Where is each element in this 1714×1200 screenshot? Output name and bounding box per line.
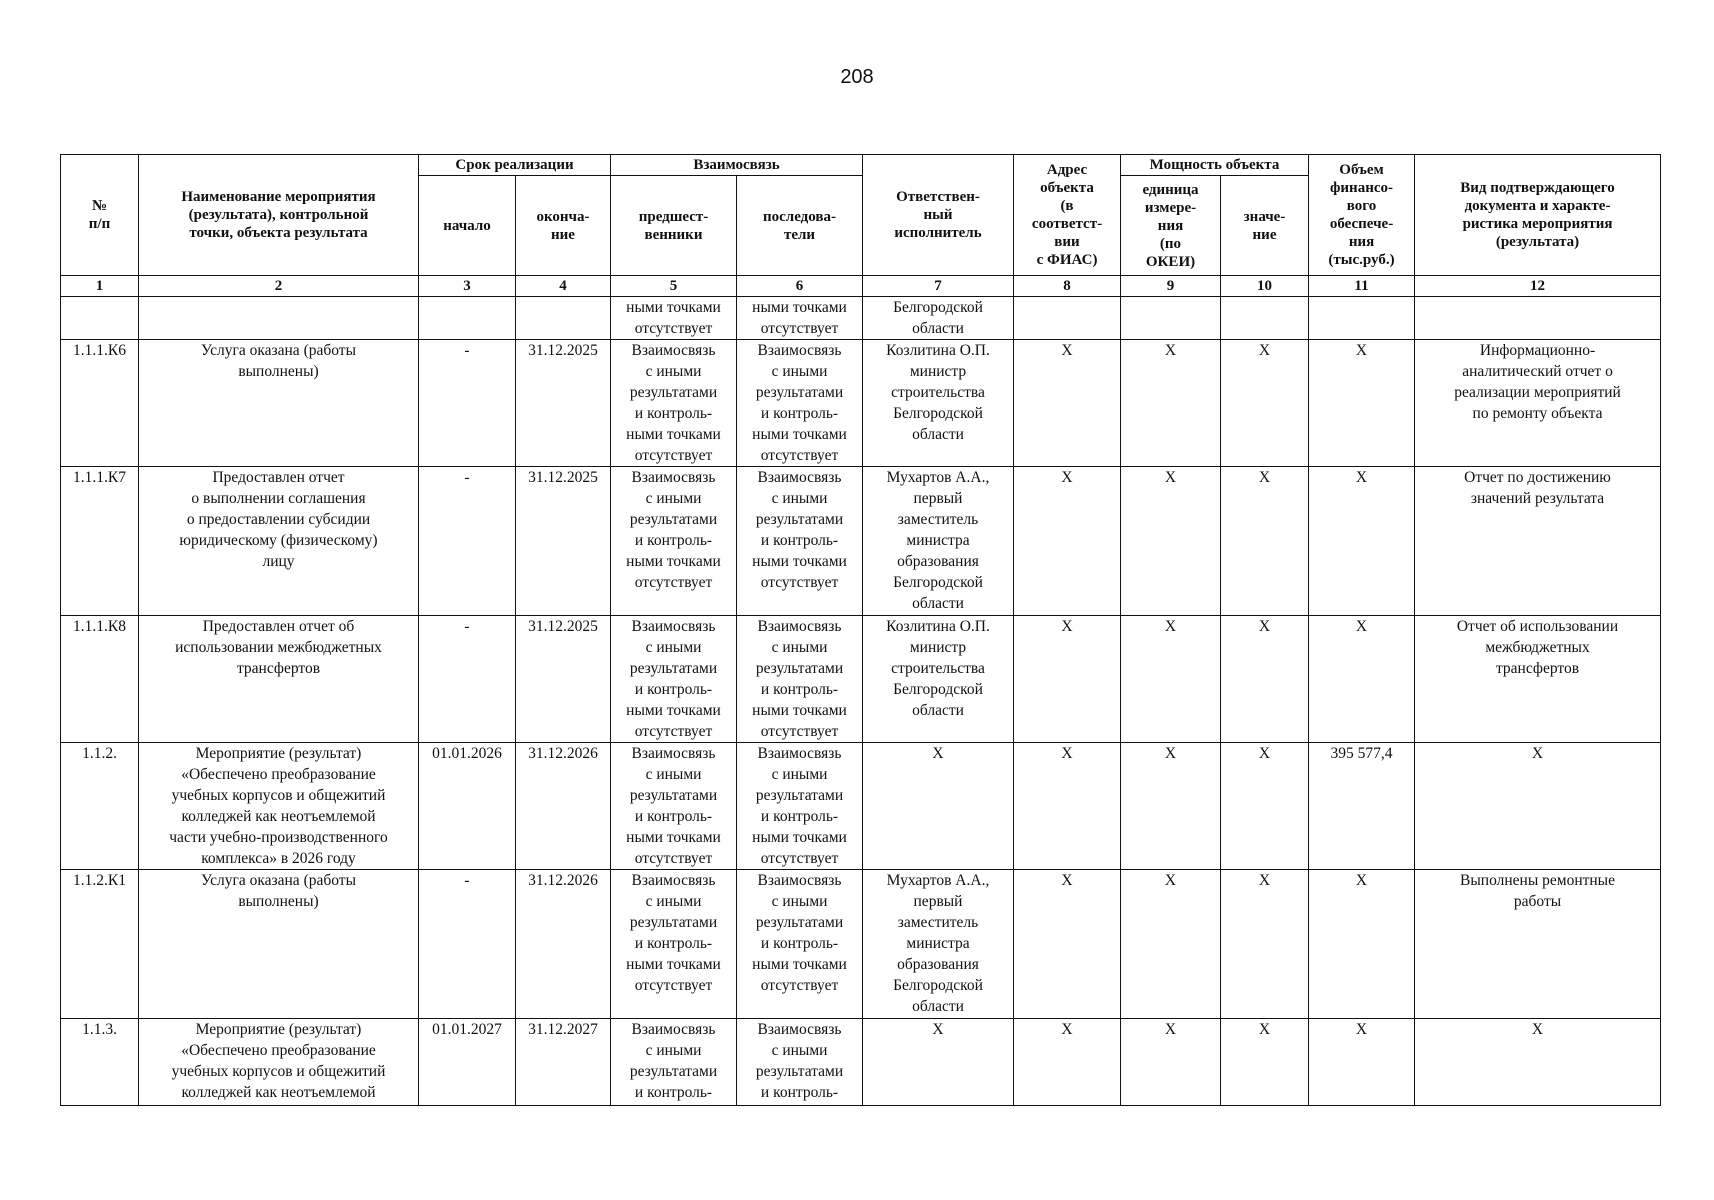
cell-address xyxy=(1014,297,1121,340)
table-row xyxy=(61,743,1661,870)
header-relation: Взаимосвязь xyxy=(611,155,863,176)
cell-start: - xyxy=(419,340,516,467)
cell-value: X xyxy=(1221,743,1309,870)
column-number: 3 xyxy=(419,276,516,297)
cell-id: 1.1.1.К7 xyxy=(61,467,139,616)
cell-responsible: Козлитина О.П. министр строительства Белгородской области xyxy=(863,340,1014,467)
cell-responsible: Белгородской области xyxy=(863,297,1014,340)
column-number: 11 xyxy=(1309,276,1415,297)
cell-successors: Взаимосвязь с иными результатами и контроль- ными точками отсутствует xyxy=(737,340,863,467)
column-number: 7 xyxy=(863,276,1014,297)
header-responsible: Ответствен- ный исполнитель xyxy=(863,155,1014,276)
cell-start: - xyxy=(419,870,516,1019)
column-number: 5 xyxy=(611,276,737,297)
header-successors: последова- тели xyxy=(737,176,863,276)
cell-address: X xyxy=(1014,1019,1121,1106)
cell-start xyxy=(419,297,516,340)
cell-id: 1.1.1.К6 xyxy=(61,340,139,467)
cell-value: X xyxy=(1221,340,1309,467)
cell-predecessors: Взаимосвязь с иными результатами и контроль- ными точками отсутствует xyxy=(611,467,737,616)
column-number: 9 xyxy=(1121,276,1221,297)
cell-name xyxy=(139,297,419,340)
cell-predecessors: Взаимосвязь с иными результатами и контроль- ными точками отсутствует xyxy=(611,870,737,1019)
cell-end: 31.12.2026 xyxy=(516,870,611,1019)
cell-funding: X xyxy=(1309,340,1415,467)
header-predecessors: предшест- венники xyxy=(611,176,737,276)
cell-doc-type: Отчет об использовании межбюджетных трансфертов xyxy=(1415,616,1661,743)
cell-value: X xyxy=(1221,616,1309,743)
column-number-row xyxy=(61,276,1661,297)
activities-table xyxy=(60,154,1661,1106)
column-number: 2 xyxy=(139,276,419,297)
cell-doc-type: Выполнены ремонтные работы xyxy=(1415,870,1661,1019)
cell-successors: Взаимосвязь с иными результатами и контроль- ными точками отсутствует xyxy=(737,616,863,743)
cell-funding: X xyxy=(1309,467,1415,616)
header-doc-type: Вид подтверждающего документа и характе- ристика мероприятия (результата) xyxy=(1415,155,1661,276)
cell-name: Мероприятие (результат) «Обеспечено преобразование учебных корпусов и общежитий колледжей как неотъемлемой xyxy=(139,1019,419,1106)
cell-unit: X xyxy=(1121,467,1221,616)
cell-responsible: Козлитина О.П. министр строительства Белгородской области xyxy=(863,616,1014,743)
table-row xyxy=(61,616,1661,743)
header-name: Наименование мероприятия (результата), контрольной точки, объекта результата xyxy=(139,155,419,276)
table-header xyxy=(61,155,1661,297)
cell-name: Услуга оказана (работы выполнены) xyxy=(139,870,419,1019)
cell-address: X xyxy=(1014,467,1121,616)
header-end: оконча- ние xyxy=(516,176,611,276)
cell-end xyxy=(516,297,611,340)
cell-predecessors: Взаимосвязь с иными результатами и контроль- ными точками отсутствует xyxy=(611,340,737,467)
cell-responsible: X xyxy=(863,1019,1014,1106)
header-unit: единица измере- ния (по ОКЕИ) xyxy=(1121,176,1221,276)
cell-start: - xyxy=(419,616,516,743)
cell-funding xyxy=(1309,297,1415,340)
cell-doc-type: X xyxy=(1415,1019,1661,1106)
header-num: № п/п xyxy=(61,155,139,276)
cell-doc-type: Информационно- аналитический отчет о реализации мероприятий по ремонту объекта xyxy=(1415,340,1661,467)
continuation-row xyxy=(61,297,1661,340)
cell-successors: Взаимосвязь с иными результатами и контроль- ными точками отсутствует xyxy=(737,743,863,870)
cell-funding: X xyxy=(1309,616,1415,743)
column-number: 10 xyxy=(1221,276,1309,297)
cell-id: 1.1.2. xyxy=(61,743,139,870)
cell-funding: X xyxy=(1309,1019,1415,1106)
table-row xyxy=(61,467,1661,616)
header-start: начало xyxy=(419,176,516,276)
cell-end: 31.12.2025 xyxy=(516,340,611,467)
cell-successors: Взаимосвязь с иными результатами и контроль- ными точками отсутствует xyxy=(737,870,863,1019)
header-value: значе- ние xyxy=(1221,176,1309,276)
cell-end: 31.12.2025 xyxy=(516,467,611,616)
cell-value: X xyxy=(1221,467,1309,616)
cell-predecessors: Взаимосвязь с иными результатами и контроль- xyxy=(611,1019,737,1106)
cell-end: 31.12.2026 xyxy=(516,743,611,870)
cell-successors: ными точками отсутствует xyxy=(737,297,863,340)
column-number: 6 xyxy=(737,276,863,297)
header-capacity: Мощность объекта xyxy=(1121,155,1309,176)
cell-id: 1.1.2.К1 xyxy=(61,870,139,1019)
cell-responsible: Мухартов А.А., первый заместитель министра образования Белгородской области xyxy=(863,870,1014,1019)
column-number: 1 xyxy=(61,276,139,297)
table-body xyxy=(61,297,1661,1106)
cell-address: X xyxy=(1014,743,1121,870)
cell-name: Предоставлен отчет об использовании межбюджетных трансфертов xyxy=(139,616,419,743)
cell-id xyxy=(61,297,139,340)
cell-id: 1.1.1.К8 xyxy=(61,616,139,743)
cell-unit: X xyxy=(1121,1019,1221,1106)
cell-start: 01.01.2026 xyxy=(419,743,516,870)
cell-value xyxy=(1221,297,1309,340)
cell-funding: 395 577,4 xyxy=(1309,743,1415,870)
cell-unit: X xyxy=(1121,743,1221,870)
cell-successors: Взаимосвязь с иными результатами и контроль- ными точками отсутствует xyxy=(737,467,863,616)
table-row xyxy=(61,1019,1661,1106)
cell-unit xyxy=(1121,297,1221,340)
cell-id: 1.1.3. xyxy=(61,1019,139,1106)
cell-successors: Взаимосвязь с иными результатами и контроль- xyxy=(737,1019,863,1106)
cell-predecessors: ными точками отсутствует xyxy=(611,297,737,340)
cell-value: X xyxy=(1221,1019,1309,1106)
page-number: 208 xyxy=(840,66,874,88)
cell-start: 01.01.2027 xyxy=(419,1019,516,1106)
header-address: Адрес объекта (в соответст- вии с ФИАС) xyxy=(1014,155,1121,276)
cell-address: X xyxy=(1014,870,1121,1019)
cell-start: - xyxy=(419,467,516,616)
cell-name: Услуга оказана (работы выполнены) xyxy=(139,340,419,467)
cell-doc-type xyxy=(1415,297,1661,340)
header-funding: Объем финансо- вого обеспече- ния (тыс.руб.) xyxy=(1309,155,1415,276)
cell-end: 31.12.2025 xyxy=(516,616,611,743)
cell-end: 31.12.2027 xyxy=(516,1019,611,1106)
column-number: 12 xyxy=(1415,276,1661,297)
cell-responsible: X xyxy=(863,743,1014,870)
cell-name: Мероприятие (результат) «Обеспечено преобразование учебных корпусов и общежитий колледжей как неотъемлемой части учебно-производственного комплекса» в 2026 году xyxy=(139,743,419,870)
cell-address: X xyxy=(1014,340,1121,467)
table-row xyxy=(61,340,1661,467)
column-number: 4 xyxy=(516,276,611,297)
cell-predecessors: Взаимосвязь с иными результатами и контроль- ными точками отсутствует xyxy=(611,616,737,743)
cell-doc-type: Отчет по достижению значений результата xyxy=(1415,467,1661,616)
cell-predecessors: Взаимосвязь с иными результатами и контроль- ными точками отсутствует xyxy=(611,743,737,870)
cell-value: X xyxy=(1221,870,1309,1019)
cell-unit: X xyxy=(1121,616,1221,743)
cell-funding: X xyxy=(1309,870,1415,1019)
table-row xyxy=(61,870,1661,1019)
cell-name: Предоставлен отчет о выполнении соглашения о предоставлении субсидии юридическому (физическому) лицу xyxy=(139,467,419,616)
header-period: Срок реализации xyxy=(419,155,611,176)
cell-address: X xyxy=(1014,616,1121,743)
column-number: 8 xyxy=(1014,276,1121,297)
cell-responsible: Мухартов А.А., первый заместитель министра образования Белгородской области xyxy=(863,467,1014,616)
cell-unit: X xyxy=(1121,340,1221,467)
cell-unit: X xyxy=(1121,870,1221,1019)
cell-doc-type: X xyxy=(1415,743,1661,870)
